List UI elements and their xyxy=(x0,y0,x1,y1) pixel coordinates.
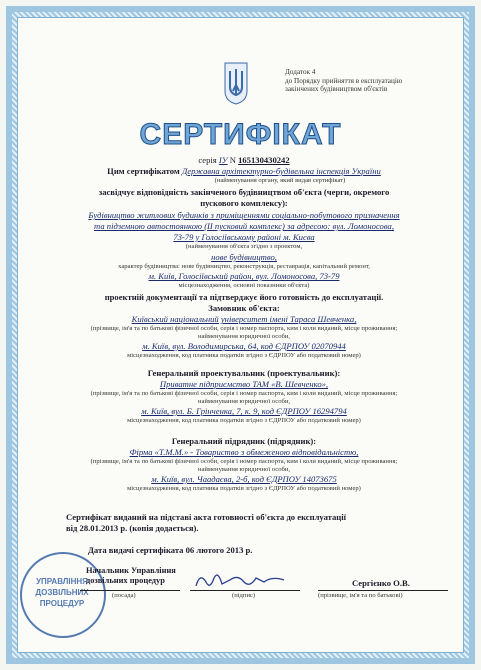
position-line-2: дозвільних процедур xyxy=(86,576,165,585)
series-code: ІУ xyxy=(218,155,228,165)
object-line-2: та підземною автостоянкою (II пусковий комплекс) за адресою: вул. Ломоносова, xyxy=(94,221,394,231)
customer-heading: Замовник об'єкта: xyxy=(208,303,280,313)
signature-caption: (підпис) xyxy=(232,592,256,599)
designer-name: Приватне підприємство ТАМ «В. Шевченко», xyxy=(159,379,329,389)
position-caption: (посада) xyxy=(112,592,136,599)
stamp-line-1: УПРАВЛІННЯ xyxy=(36,577,88,586)
contractor-name: Фірма «Т.М.М.» - Товариство з обмеженою відповідальністю, xyxy=(129,447,359,457)
position-line-1: Начальник Управління xyxy=(86,566,176,575)
issuer-line xyxy=(44,166,444,176)
construction-kind-caption: характер будівництва: нове будівництво, реконструкція, реставрація, капітальний ремонт, xyxy=(118,263,370,270)
official-stamp xyxy=(20,552,106,638)
stamp-line-3: ПРОЦЕДУР xyxy=(39,599,85,608)
annex-note xyxy=(285,68,455,94)
position-underline xyxy=(80,590,180,591)
designer-heading: Генеральний проектувальник (проектувальник): xyxy=(147,368,341,378)
customer-caption-3: місцезнаходження, код платника податків згідно з ЄДРПОУ або податковий номер) xyxy=(127,352,361,359)
series-line xyxy=(44,155,444,165)
object-address: м. Київ, Голосіївський район, вул. Ломоносова, 73-79 xyxy=(148,271,340,281)
object-line-1: Будівництво житлових будинків з приміщеннями соціально-побутового призначення xyxy=(88,210,400,220)
certificate-number: 165130430242 xyxy=(238,155,290,165)
customer-caption-2: найменування юридичної особи, xyxy=(197,333,291,340)
contractor-heading: Генеральний підрядник (підрядник): xyxy=(171,436,317,446)
coat-of-arms-icon xyxy=(223,61,249,105)
issue-date-line xyxy=(88,545,468,556)
certifies-line-2: пускового комплексу): xyxy=(200,198,288,208)
name-caption: (прізвище, ім'я та по батькові) xyxy=(318,592,403,599)
annex-line-3: закінчених будівництвом об'єктів xyxy=(285,85,388,94)
signature-underline xyxy=(190,590,300,591)
customer-address: м. Київ, вул. Володимирська, 64, код ЄДРПОУ 02070944 xyxy=(142,341,346,351)
issue-date-label: Дата видачі сертифіката xyxy=(88,545,184,555)
annex-line-2: до Порядку прийняття в експлуатацію xyxy=(285,76,403,85)
project-line: проектній документації та підтверджує його готовність до експлуатації. xyxy=(104,292,384,302)
stamp-line-2: ДОЗВІЛЬНИХ xyxy=(35,588,89,597)
designer-address: м. Київ, вул. Б. Грінченка, 7, к. 9, код ЄДРПОУ 16294794 xyxy=(141,406,347,416)
issue-date: 06 лютого 2013 р. xyxy=(185,545,253,555)
contractor-caption-3: місцезнаходження, код платника податків згідно з ЄДРПОУ або податковий номер) xyxy=(127,485,361,492)
annex-line-1: Додаток 4 xyxy=(285,68,316,76)
issued-line-1: Сертифікат виданий на підставі акта готовності об'єкта до експлуатації xyxy=(66,512,347,522)
number-sign: N xyxy=(229,155,236,165)
issuer-name: Державна архітектурно-будівельна інспекція України xyxy=(181,166,381,176)
customer-caption-1: (прізвище, ім'я та по батькові фізичної особи, серія і номер паспорта, ким і коли виданий, місце проживання; xyxy=(90,325,398,332)
customer-name: Київський національний університет імені Тараса Шевченка, xyxy=(131,314,357,324)
object-caption-name: (найменування об'єкта згідно з проектом, xyxy=(185,243,303,250)
series-prefix: серія xyxy=(198,155,217,165)
signatory-name: Сергієнко О.В. xyxy=(352,578,410,588)
name-underline xyxy=(318,590,448,591)
certificate-title: СЕРТИФІКАТ xyxy=(139,118,342,151)
construction-kind: нове будівництво, xyxy=(211,252,277,262)
designer-caption-3: місцезнаходження, код платника податків згідно з ЄДРПОУ або податковий номер) xyxy=(127,417,361,424)
contractor-address: м. Київ, вул. Чаадаєва, 2-б, код ЄДРПОУ 14073675 xyxy=(151,474,337,484)
issuer-lead: Цим сертифікатом xyxy=(107,166,180,176)
contractor-caption-2: найменування юридичної особи, xyxy=(197,466,291,473)
certifies-line-1: засвідчує відповідність закінченого будівництвом об'єкта (черги, окремого xyxy=(98,187,390,197)
object-line-3: 73-79 у Голосіївському районі м. Києва xyxy=(173,232,315,242)
object-address-caption: місцезнаходження, основні показники об'єкта) xyxy=(178,282,310,289)
stamp-text xyxy=(30,576,94,609)
contractor-caption-1: (прізвище, ім'я та по батькові фізичної особи, серія і номер паспорта, ким і коли виданий, місце проживання; xyxy=(90,458,398,465)
signatory-position xyxy=(86,566,176,586)
issued-basis xyxy=(66,512,446,534)
issuer-caption: (найменування органу, який видав сертифікат) xyxy=(214,177,346,184)
issued-line-2: від 28.01.2013 р. (копія додається). xyxy=(66,523,199,533)
designer-caption-2: найменування юридичної особи, xyxy=(197,398,291,405)
designer-caption-1: (прізвище, ім'я та по батькові фізичної особи, серія і номер паспорта, ким і коли виданий, місце проживання; xyxy=(90,390,398,397)
